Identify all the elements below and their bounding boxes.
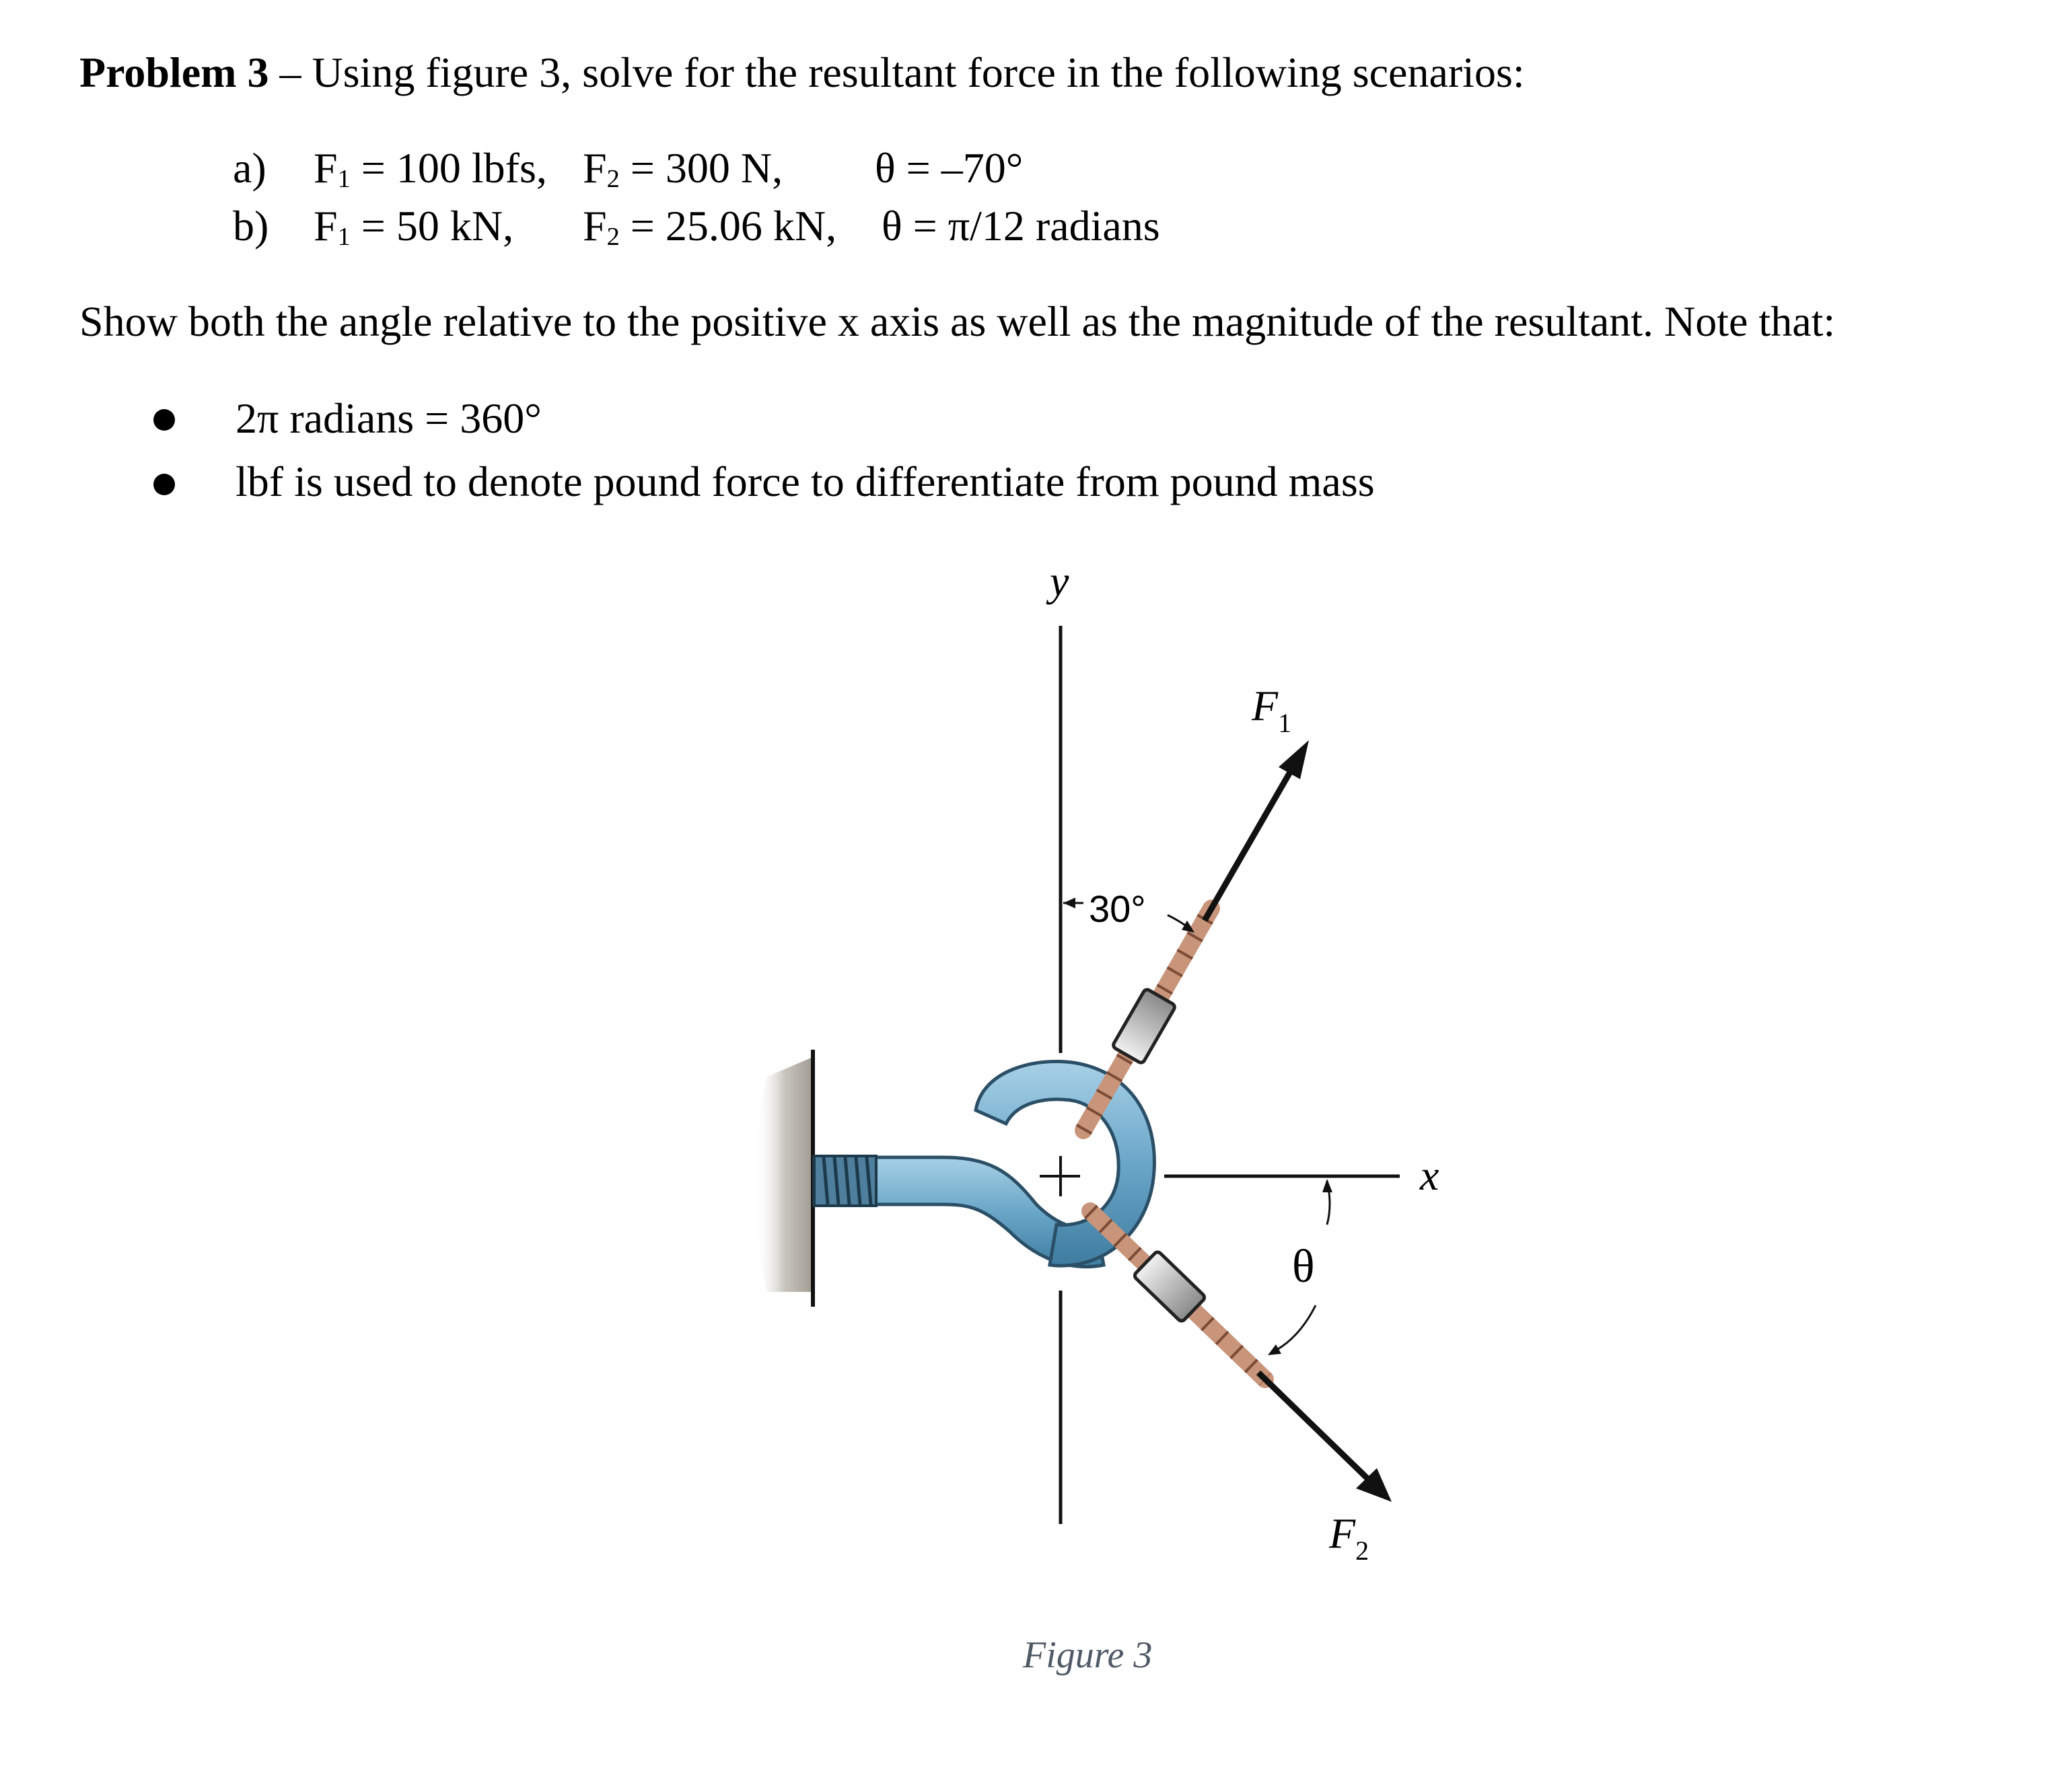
- theta-label: θ: [1292, 1241, 1315, 1293]
- wall: [754, 1050, 814, 1307]
- scenario-b-f1: F1 = 50 kN,: [314, 202, 514, 251]
- figure-caption: Figure 3: [1023, 1634, 1153, 1676]
- f2-arrow-shaft: [1258, 1373, 1373, 1484]
- x-axis-label: x: [1420, 1151, 1439, 1199]
- scenario-a-f1: F1 = 100 lbfs,: [314, 144, 547, 193]
- rope-f1: [1083, 740, 1309, 1130]
- scenario-b-theta: θ = π/12 radians: [882, 202, 1160, 250]
- scenario-marker: b): [233, 202, 269, 250]
- scenario-b-f2: F2 = 25.06 kN,: [583, 202, 837, 251]
- scenario-a-f2: F2 = 300 N,: [583, 144, 783, 193]
- wall-shadow: [754, 1056, 814, 1292]
- instruction-text: Show both the angle relative to the positive x axis as well as the magnitude of the resultant. Note that:: [79, 297, 1836, 345]
- note-radians: 2π radians = 360°: [236, 394, 542, 442]
- scenario-marker: a): [233, 144, 266, 192]
- clamp-f1: [1112, 988, 1176, 1064]
- angle-30-label: 30°: [1089, 888, 1146, 930]
- note-lbf: lbf is used to denote pound force to differentiate from pound mass: [236, 458, 1375, 505]
- f2-label: $F_2$: [1329, 1509, 1369, 1566]
- f1-arrow-head: [1279, 740, 1309, 779]
- problem-statement: – Using figure 3, solve for the resultant force in the following scenarios:: [269, 48, 1525, 96]
- problem-number: Problem 3: [79, 48, 269, 96]
- rope-f2: [1090, 1211, 1392, 1502]
- y-axis-label: y: [1050, 557, 1069, 605]
- f1-label: $F_1$: [1252, 682, 1292, 738]
- scenario-a-theta: θ = –70°: [875, 144, 1024, 192]
- f1-arrow-shaft: [1205, 757, 1299, 920]
